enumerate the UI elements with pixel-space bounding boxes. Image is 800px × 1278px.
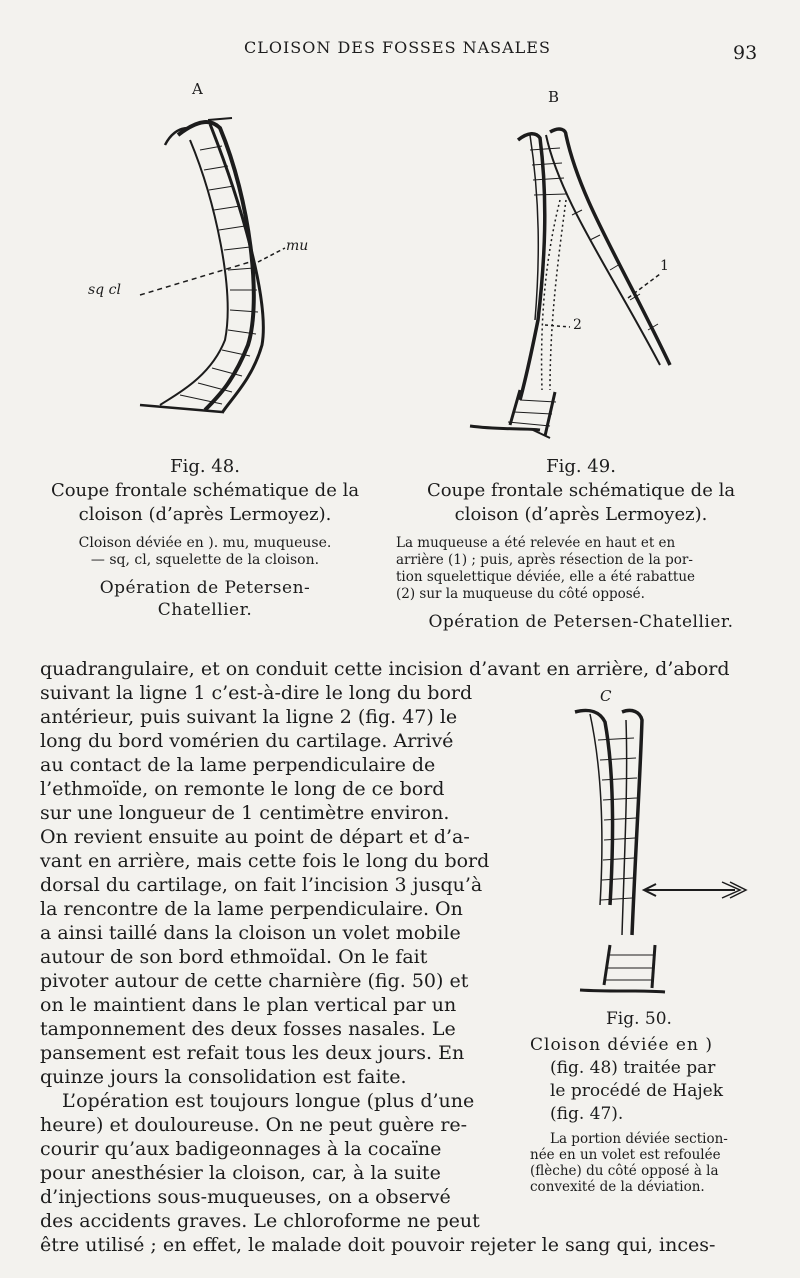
body-line: L’opération est toujours longue (plus d’une bbox=[62, 1090, 475, 1112]
fig49-body-line1: La muqueuse a été relevée en haut et en bbox=[396, 535, 676, 551]
running-title: CLOISON DES FOSSES NASALES bbox=[244, 38, 551, 57]
body-line: heure) et douloureuse. On ne peut guère re- bbox=[40, 1114, 468, 1136]
fig50-cap-line4: (fig. 47). bbox=[550, 1104, 624, 1124]
fig49-number: Fig. 49. bbox=[546, 456, 616, 477]
fig50-letter: C bbox=[600, 687, 612, 705]
body-line: dorsal du cartilage, on fait l’incision 3 jusqu’à bbox=[40, 874, 483, 896]
fig49-op-line1: Opération de Petersen-Chatellier. bbox=[428, 612, 734, 632]
body-line: On revient ensuite au point de départ et d’a- bbox=[40, 826, 470, 848]
body-line: tamponnement des deux fosses nasales. Le bbox=[40, 1018, 456, 1040]
body-line: la rencontre de la lame perpendiculaire. On bbox=[40, 898, 463, 920]
fig50-note-line4: convexité de la déviation. bbox=[530, 1179, 705, 1195]
body-line: courir qu’aux badigeonnages à la cocaïne bbox=[40, 1138, 442, 1160]
fig50-note-line1: La portion déviée section- bbox=[550, 1131, 728, 1147]
body-line: pansement est refait tous les deux jours. En bbox=[40, 1042, 465, 1064]
fig49-title-line2: cloison (d’après Lermoyez). bbox=[454, 504, 708, 525]
fig49-body-line2: arrière (1) ; puis, après résection de la por- bbox=[396, 552, 693, 568]
body-line: quinze jours la consolidation est faite. bbox=[40, 1066, 407, 1088]
fig50-cap-line3: le procédé de Hajek bbox=[550, 1081, 724, 1101]
body-line: on le maintient dans le plan vertical par un bbox=[40, 994, 457, 1016]
fig48-title-line1: Coupe frontale schématique de la bbox=[50, 480, 360, 501]
fig49-body-line4: (2) sur la muqueuse du côté opposé. bbox=[396, 586, 645, 602]
fig50-note-line3: (flèche) du côté opposé à la bbox=[530, 1163, 719, 1179]
body-line: pour anesthésier la cloison, car, à la suite bbox=[40, 1162, 441, 1184]
fig50-number: Fig. 50. bbox=[606, 1009, 672, 1029]
fig49-label-2: 2 bbox=[573, 317, 582, 333]
fig49-title-line1: Coupe frontale schématique de la bbox=[426, 480, 736, 501]
fig48-label-sqcl: sq cl bbox=[88, 282, 121, 298]
fig48-op-line1: Opération de Petersen- bbox=[99, 578, 311, 598]
body-line: d’injections sous-muqueuses, on a observé bbox=[40, 1186, 451, 1208]
fig48-body-line2: — sq, cl, squelette de la cloison. bbox=[90, 552, 320, 568]
page-number: 93 bbox=[733, 42, 758, 64]
body-line: vant en arrière, mais cette fois le long du bord bbox=[40, 850, 490, 872]
fig48-label-mu: mu bbox=[286, 238, 309, 254]
body-line: sur une longueur de 1 centimètre environ. bbox=[40, 802, 450, 824]
fig49-body-line3: tion squelettique déviée, elle a été rabattue bbox=[396, 569, 696, 585]
fig48-number: Fig. 48. bbox=[170, 456, 240, 477]
body-line: suivant la ligne 1 c’est-à-dire le long du bord bbox=[40, 682, 473, 704]
fig50-cap-line2: (fig. 48) traitée par bbox=[550, 1058, 716, 1078]
fig48-op-line2: Chatellier. bbox=[157, 600, 253, 620]
body-line: l’ethmoïde, on remonte le long de ce bord bbox=[40, 778, 445, 800]
body-line: long du bord vomérien du cartilage. Arrivé bbox=[40, 730, 454, 752]
body-line: antérieur, puis suivant la ligne 2 (fig. 47) le bbox=[40, 706, 458, 728]
body-line: au contact de la lame perpendiculaire de bbox=[40, 754, 436, 776]
body-line: quadrangulaire, et on conduit cette incision d’avant en arrière, d’abord bbox=[40, 658, 730, 680]
fig48-body-line1: Cloison déviée en ). mu, muqueuse. bbox=[78, 535, 332, 551]
fig50-note-line2: née en un volet est refoulée bbox=[530, 1147, 721, 1163]
body-line: pivoter autour de cette charnière (fig. 50) et bbox=[40, 970, 469, 992]
body-line: autour de son bord ethmoïdal. On le fait bbox=[40, 946, 428, 968]
body-line: des accidents graves. Le chloroforme ne peut bbox=[40, 1210, 480, 1232]
fig48-letter: A bbox=[192, 80, 203, 98]
fig49-label-1: 1 bbox=[660, 258, 669, 274]
fig49-letter: B bbox=[548, 88, 560, 106]
fig48-title-line2: cloison (d’après Lermoyez). bbox=[78, 504, 332, 525]
fig50-cap-line1: Cloison déviée en ) bbox=[530, 1035, 713, 1055]
body-line: a ainsi taillé dans la cloison un volet mobile bbox=[40, 922, 461, 944]
body-line: être utilisé ; en effet, le malade doit pouvoir rejeter le sang qui, inces- bbox=[40, 1234, 716, 1256]
